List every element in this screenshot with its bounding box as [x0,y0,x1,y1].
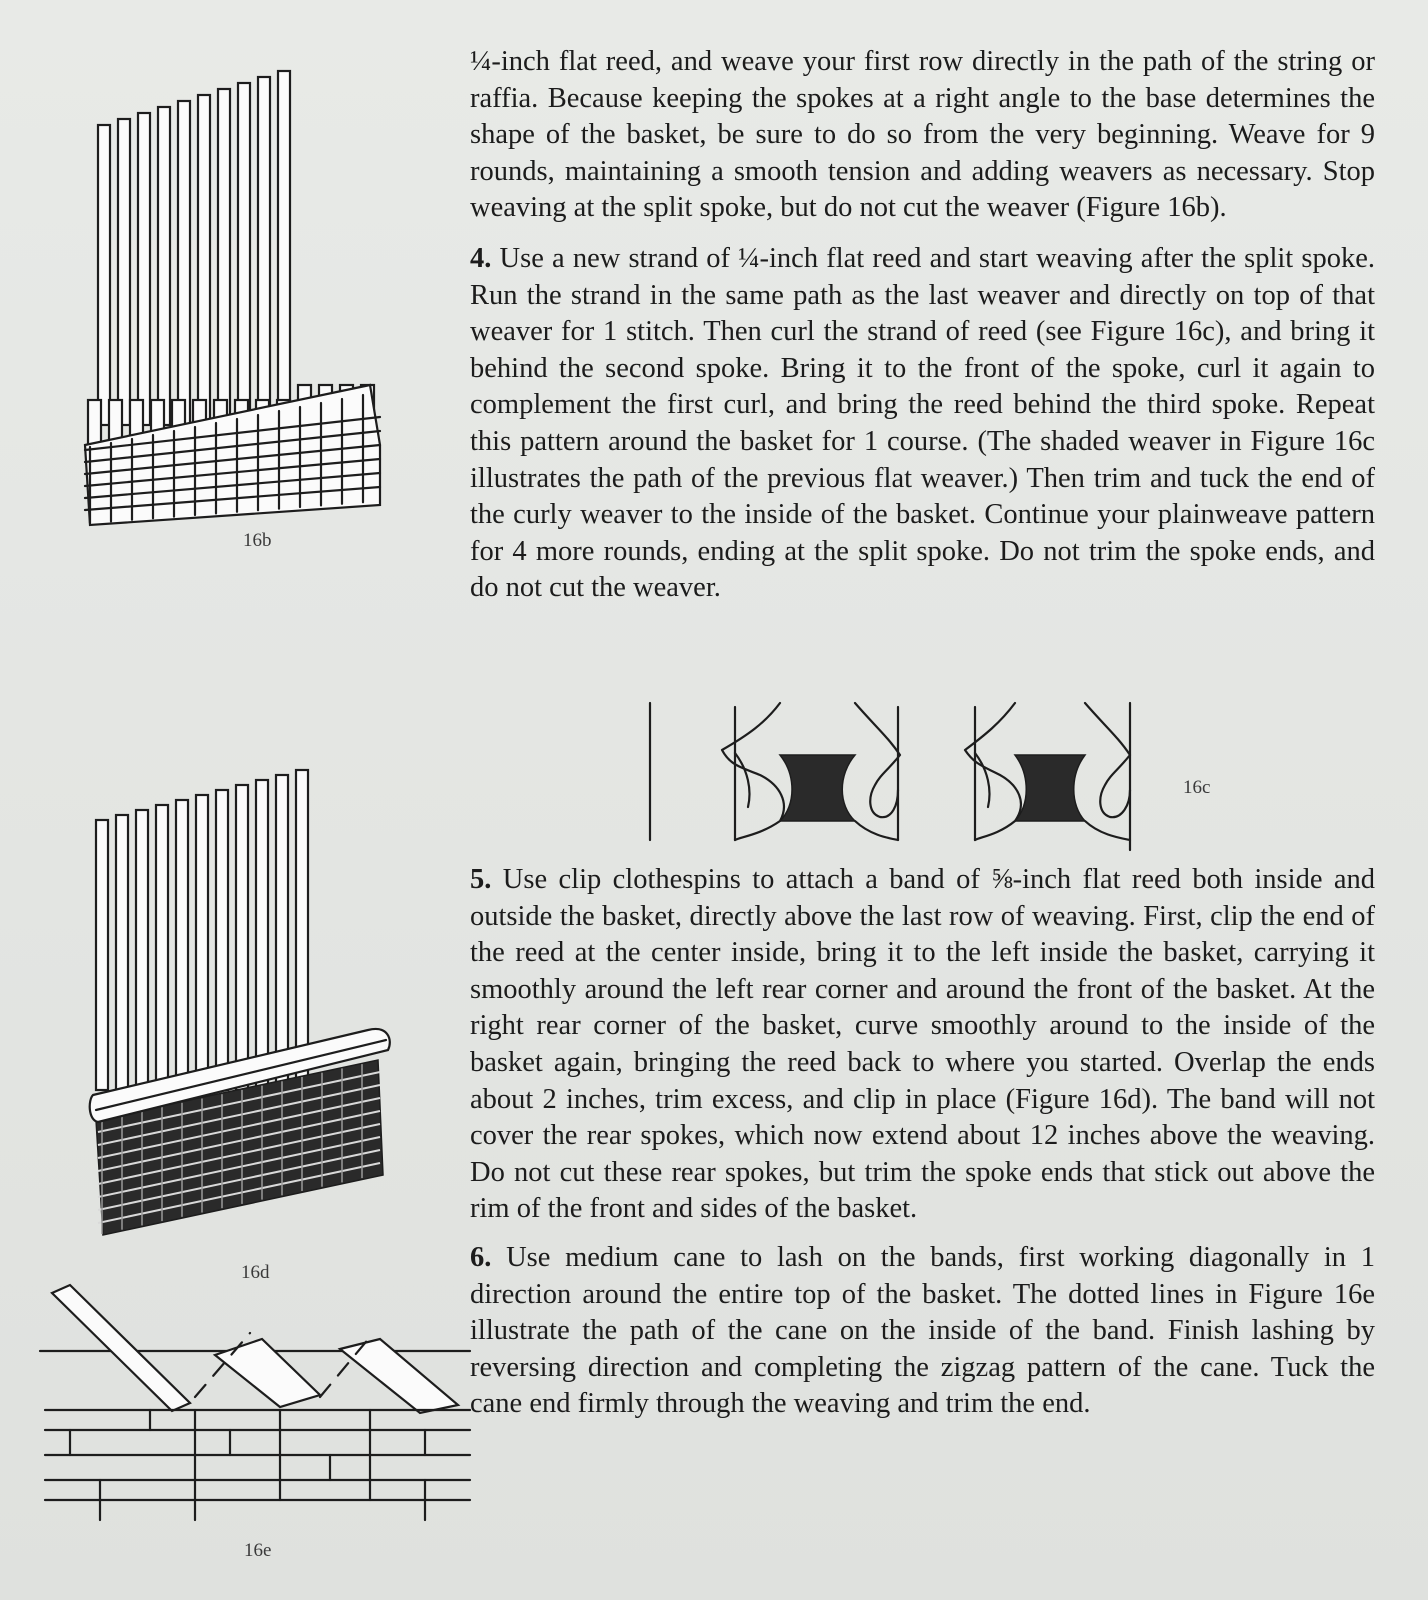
paragraph-step-3-continued: ¼-inch flat reed, and weave your first row directly in the path of the string or raffia. Because keeping the spokes at a right angle to the base determines the shape of the basket, be sure to do so from the very beginning. Weave for 9 rounds, maintaining a smooth tension and adding weavers as necessary. Stop weaving at the split spoke, but do not cut the weaver (Figure 16b). [470,46,1375,224]
figure-16c-label: 16c [1183,777,1211,798]
figure-16b-illustration [80,55,400,545]
step-6-text: Use medium cane to lash on the bands, first working diagonally in 1 direction around the entire top of the basket. The dotted lines in Figure 16e illustrate the path of the cane on the inside of the band. Finish lashing by reversing direction and completing the zigzag pattern of the cane. Tuck the cane end firmly through the weaving and trim the end. [470,1241,1376,1420]
figure-16b-label: 16b [243,530,272,551]
paragraph-step-5 [470,862,1375,1228]
step-5-number: 5. [470,864,492,895]
paragraph-step-6 [470,1240,1375,1423]
step-6-number: 6. [470,1241,492,1273]
figure-16e-label: 16e [244,1540,272,1561]
step-4-number: 4. [470,242,492,274]
figure-16e-illustration [40,1285,480,1545]
figure-16d-label: 16d [241,1262,270,1283]
step-4-text: Use a new strand of ¼-inch flat reed and start weaving after the split spoke. Run the strand in the same path as the last weaver and directly on top of that weaver for 1 stitch. Then curl the strand of reed (see Figure 16c), and bring it behind the second spoke. Bring it to the front of the spoke, curl it again to complement the first curl, and bring the reed behind the third spoke. Repeat this pattern around the basket for 1 course. (The shaded weaver in Figure 16c illustrates the path of the previous flat weaver.) Then trim and tuck the end of the curly weaver to the inside of the basket. Continue your plainweave pattern for 4 more rounds, ending at the split spoke. Do not trim the spoke ends, and do not cut the weaver. [470,242,1375,604]
step-5-text: Use clip clothespins to attach a band of ⅝-inch flat reed both inside and outside the basket, directly above the last row of weaving. First, clip the end of the reed at the center inside, bring it to the left inside the basket, carrying it smoothly around the left rear corner and around the front of the basket. At the right rear corner of the basket, curve smoothly around to the inside of the basket again, bringing the reed back to where you started. Overlap the ends about 2 inches, trim excess, and clip in place (Figure 16d). The band will not cover the rear spokes, which now extend about 12 inches above the weaving. Do not cut these rear spokes, but trim the spoke ends that stick out above the rim of the front and sides of the basket. [470,864,1376,1225]
text-column-top [470,44,1375,607]
figure-16d-illustration [88,760,408,1270]
figure-16c-illustration [630,695,1170,855]
text-column-bottom [470,862,1375,1423]
paragraph-step-4 [470,241,1375,607]
